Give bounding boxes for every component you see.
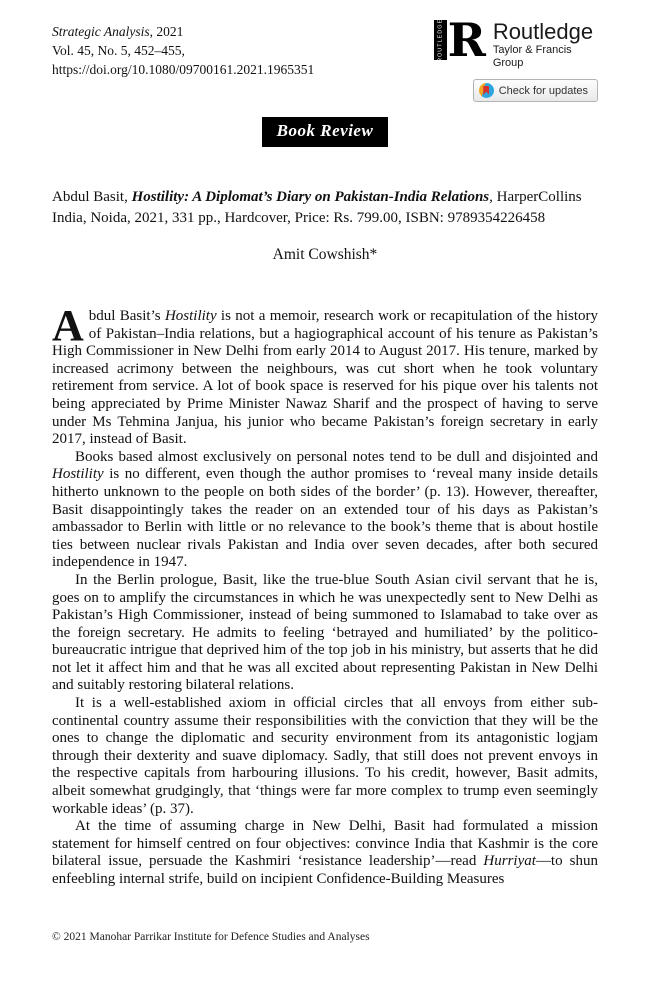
book-review-banner: Book Review <box>262 117 389 147</box>
paragraph-text: In the Berlin prologue, Basit, like the true-blue South Asian civil servant that he is, goes on to amplify the circumstances in which he was unexpectedly sent to New Delhi as Pakistan’s High Commissioner, instead of being summoned to Islamabad to take over as the foreign secretary. He admits to feeling ‘betrayed and humiliated’ by the politico-bureaucratic intrigue that deprived him of the top job in his ministry, but asserts that he did not let it affect him and that he was all excited about representing Pakistan in New Delhi and suitably restoring bilateral relations. <box>52 571 598 694</box>
paragraph <box>52 695 598 818</box>
publisher-block <box>434 13 598 103</box>
paragraph-text: At the time of assuming charge in New Delhi, Basit had formulated a mission statement for himself centred on four objectives: convince India that Kashmir is the core bilateral issue, persuade the Kashmiri ‘resistance leadership’—read Hurriyat—to shun enfeebling internal strife, build on incipient Confidence-Building Measures <box>52 818 598 887</box>
check-for-updates-button[interactable] <box>473 79 598 102</box>
article-body <box>52 301 598 889</box>
publisher-name-block <box>493 20 598 70</box>
paragraph-text: bdul Basit’s Hostility is not a memoir, research work or recapitulation of the history of Pakistan–India relations, but a hagiographical account of his tenure as Pakistan’s High Commissioner in New Delhi from early 2014 to August 2017. His tenure, marked by increased acrimony between the neighbours, was cut short when he took voluntary retirement from service. A lot of book space is reserved for his pique over his talents not being appreciated by Prime Minister Nawaz Sharif and the prospect of having to serve under Ms Tehmina Janjua, his junior who became Pakistan’s foreign secretary in early 2017, instead of Basit. <box>52 308 598 448</box>
copyright-notice: © 2021 Manohar Parrikar Institute for Defence Studies and Analyses <box>52 931 370 943</box>
page-header <box>0 0 650 103</box>
paragraph-text: Books based almost exclusively on personal notes tend to be dull and disjointed and Hostility is no different, even though the author promises to ‘reveal many inside details hitherto unknown to the people on both sides of the border’ (p. 13). However, thereafter, Basit disappointingly takes the reader on an extended tour of his days as Pakistan’s ambassador to Berlin with little or no relevance to the book’s theme that is about hostile ties between nuclear rivals Pakistan and India over seven decades, after both secured independence in 1947. <box>52 448 598 571</box>
paragraph <box>52 449 598 572</box>
crossmark-icon <box>479 83 494 98</box>
book-citation: Abdul Basit, Hostility: A Diplomat’s Diary on Pakistan-India Relations, HarperCollins India, Noida, 2021, 331 pp., Hardcover, Price: Rs. 799.00, ISBN: 9789354226458 <box>52 189 582 226</box>
dropcap-letter: A <box>52 301 84 350</box>
journal-title-line: Strategic Analysis, 2021 <box>52 24 184 39</box>
reviewer-name: Amit Cowshish* <box>272 246 378 263</box>
publisher-name: Routledge <box>492 19 594 44</box>
journal-info <box>52 20 434 103</box>
routledge-vertical-bar: ROUTLEDGE <box>434 20 447 60</box>
paragraph-text: It is a well-established axiom in official circles that all envoys from either sub-continental country assume their responsibilities with the conviction that they will be the ones to change the diplomatic and security environment from its antagonistic logjam through their dexterity and suave diplomacy. Sadly, that still does not prevent envoys in the respective capitals from harbouring illusions. To his credit, however, Basit admits, albeit somewhat grudgingly, that ‘things were far more complex to trump even seemingly workable ideas’ (p. 37). <box>52 695 598 817</box>
check-for-updates-label: Check for updates <box>498 84 588 97</box>
paragraph <box>52 818 598 888</box>
routledge-logo <box>434 13 598 70</box>
routledge-r-icon: R <box>447 13 486 67</box>
journal-volume-doi: Vol. 45, No. 5, 452–455, https://doi.org/10.1080/09700161.2021.1965351 <box>52 43 315 77</box>
publisher-tagline: Taylor & Francis Group <box>492 44 572 69</box>
paragraph <box>52 572 598 695</box>
paragraph <box>52 301 598 449</box>
